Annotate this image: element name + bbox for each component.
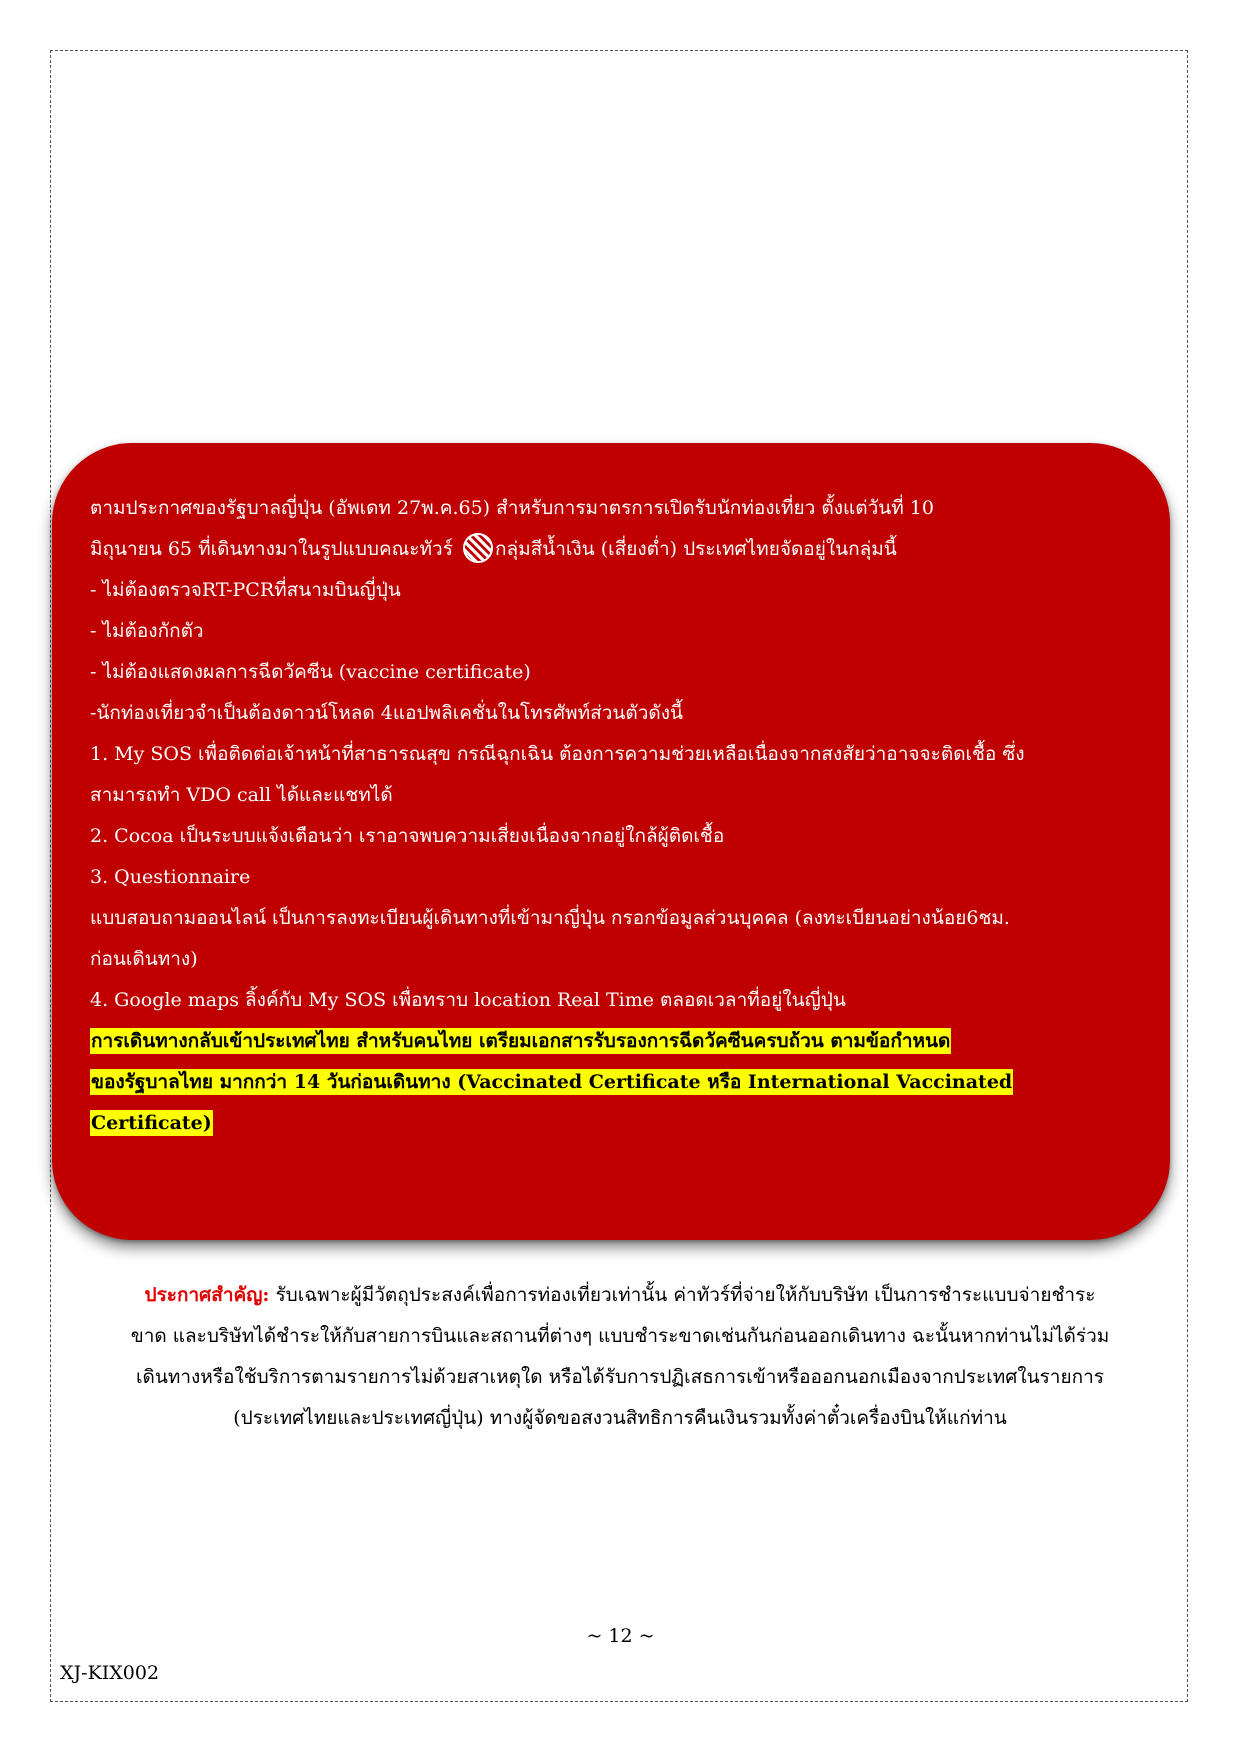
notice-line-4: (ประเทศไทยและประเทศญี่ปุ่น) ทางผู้จัดขอสงวนสิทธิการคืนเงินรวมทั้งค่าตั๋วเครื่องบินให้แก่ท่าน: [233, 1407, 1007, 1429]
app-item: 1. My SOS เพื่อติดต่อเจ้าหน้าที่สาธารณสุข กรณีฉุกเฉิน ต้องการความช่วยเหลือเนื่องจากสงสัยว่าอาจจะติดเชื้อ ซึ่ง: [90, 743, 1025, 765]
notice-line-2: ขาด และบริษัทได้ชำระให้กับสายการบินและสถานที่ต่างๆ แบบชำระขาดเช่นกันก่อนออกเดินทาง ฉะนั้นหากท่านไม่ได้ร่วม: [130, 1325, 1110, 1347]
notice-line-3: เดินทางหรือใช้บริการตามรายการไม่ด้วยสาเหตุใด หรือได้รับการปฏิเสธการเข้าหรือออกนอกเมืองจากประเทศในรายการ: [136, 1366, 1104, 1388]
blue-group-circle-icon: [463, 533, 493, 563]
app-item: 3. Questionnaire: [90, 866, 251, 888]
intro-line-2-start: มิถุนายน 65 ที่เดินทางมาในรูปแบบคณะทัวร์: [90, 538, 453, 560]
bullet-item: - ไม่ต้องแสดงผลการฉีดวัคซีน (vaccine certificate): [90, 661, 531, 683]
app-item: ก่อนเดินทาง): [90, 948, 198, 970]
app-item: 4. Google maps ลิ้งค์กับ My SOS เพื่อทราบ location Real Time ตลอดเวลาที่อยู่ในญี่ปุ่น: [90, 989, 846, 1011]
bullet-item: - ไม่ต้องตรวจRT-PCRที่สนามบินญี่ปุ่น: [90, 579, 401, 601]
covid-info-box: [52, 443, 1170, 1240]
app-item: สามารถทำ VDO call ได้และแชทได้: [90, 784, 393, 806]
app-item: แบบสอบถามออนไลน์ เป็นการลงทะเบียนผู้เดินทางที่เข้ามาญี่ปุ่น กรอกข้อมูลส่วนบุคคล (ลงทะเบียนอย่างน้อย6ชม.: [90, 907, 1010, 929]
page-number: ~ 12 ~: [586, 1625, 655, 1647]
important-notice: [60, 1275, 1180, 1439]
highlight-text: ของรัฐบาลไทย มากกว่า 14 วันก่อนเดินทาง (Vaccinated Certificate หรือ International Vaccinated: [91, 1071, 1013, 1093]
document-code: XJ-KIX002: [60, 1662, 160, 1684]
notice-text-1: รับเฉพาะผู้มีวัตถุประสงค์เพื่อการท่องเที่ยวเท่านั้น ค่าทัวร์ที่จ่ายให้กับบริษัท เป็นการชำระแบบจ่ายชำระ: [269, 1284, 1096, 1306]
intro-line-1: ตามประกาศของรัฐบาลญี่ปุ่น (อัพเดท 27พ.ค.65) สำหรับการมาตรการเปิดรับนักท่องเที่ยว ตั้งแต่วันที่ 10: [90, 497, 934, 519]
notice-label: ประกาศสำคัญ:: [144, 1284, 270, 1306]
notice-line-1: [60, 1275, 1180, 1316]
highlight-text: Certificate): [91, 1112, 212, 1134]
highlight-text: การเดินทางกลับเข้าประเทศไทย สำหรับคนไทย เตรียมเอกสารรับรองการฉีดวัคซีนครบถ้วน ตามข้อกำหนด: [91, 1030, 951, 1052]
bullet-item: - ไม่ต้องกักตัว: [90, 620, 204, 642]
return-highlight-line: [90, 1062, 1130, 1103]
app-item: 2. Cocoa เป็นระบบแจ้งเตือนว่า เราอาจพบความเสี่ยงเนื่องจากอยู่ใกล้ผู้ติดเชื้อ: [90, 825, 725, 847]
return-highlight-line: [90, 1021, 1130, 1062]
bullet-item: -นักท่องเที่ยวจำเป็นต้องดาวน์โหลด 4แอปพลิเคชั่นในโทรศัพท์ส่วนตัวดังนี้: [90, 702, 683, 724]
intro-line-2: [90, 529, 1130, 570]
return-highlight-line: [90, 1103, 1130, 1144]
intro-line-2-end: กลุ่มสีน้ำเงิน (เสี่ยงต่ำ) ประเทศไทยจัดอยู่ในกลุ่มนี้: [494, 538, 897, 560]
